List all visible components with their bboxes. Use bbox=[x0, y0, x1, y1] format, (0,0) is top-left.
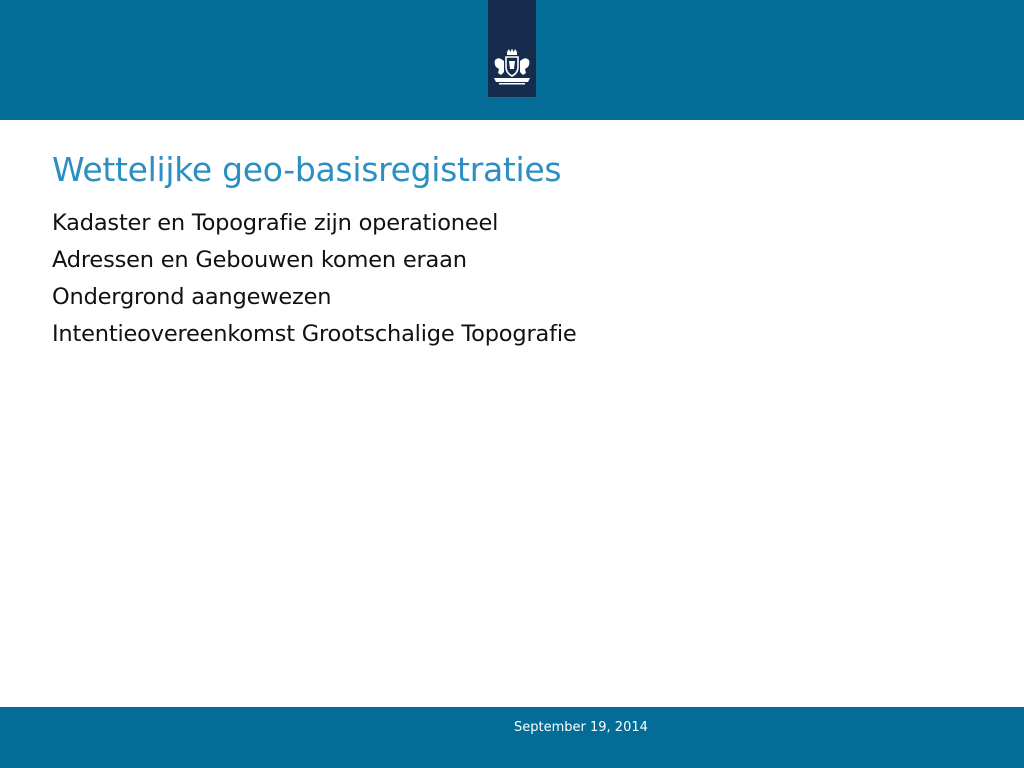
list-item: Adressen en Gebouwen komen eraan bbox=[52, 247, 467, 273]
dutch-government-coat-of-arms-icon bbox=[491, 48, 533, 86]
footer-date: September 19, 2014 bbox=[514, 720, 648, 735]
list-item: Ondergrond aangewezen bbox=[52, 284, 332, 310]
government-logo-ribbon bbox=[488, 0, 536, 97]
list-item: Intentieovereenkomst Grootschalige Topografie bbox=[52, 321, 577, 347]
slide-title: Wettelijke geo-basisregistraties bbox=[52, 150, 562, 189]
list-item: Kadaster en Topografie zijn operationeel bbox=[52, 210, 499, 236]
bullet-list bbox=[52, 205, 577, 353]
footer-band bbox=[0, 707, 1024, 768]
